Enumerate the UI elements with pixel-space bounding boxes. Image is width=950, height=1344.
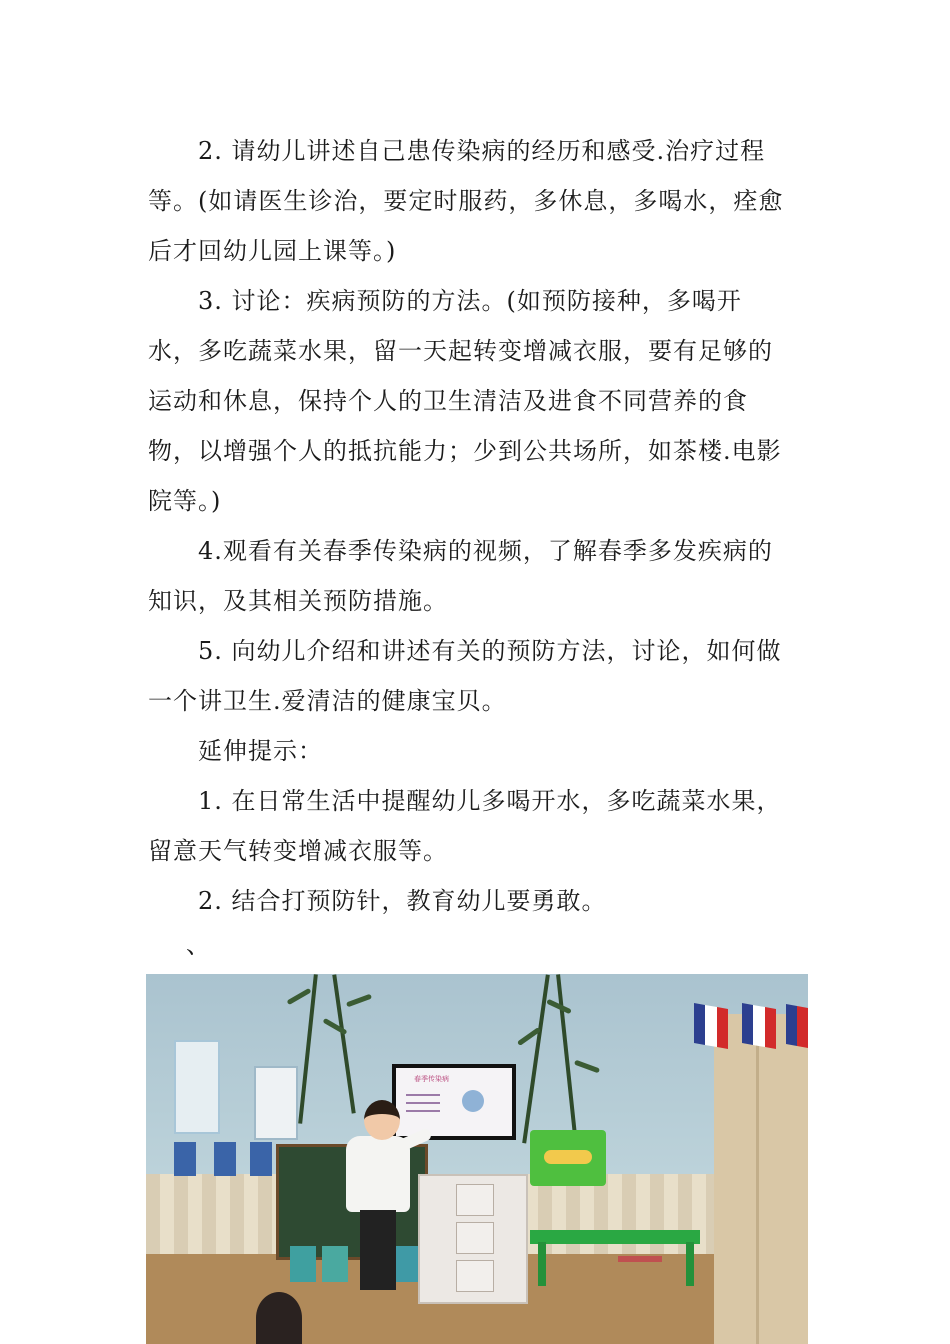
- text-line: 2. 请幼儿讲述自己患传染病的经历和感受.治疗过程: [198, 137, 766, 165]
- text-line: 运动和休息，保持个人的卫生清洁及进食不同营养的食: [148, 387, 748, 415]
- tv-screen: [396, 1068, 512, 1136]
- wall-notice: [254, 1066, 298, 1140]
- text-line: 一个讲卫生.爱清洁的健康宝贝。: [148, 687, 507, 715]
- tv-text-line: [406, 1110, 440, 1112]
- classroom-photo: [146, 974, 808, 1344]
- tv-text-line: [406, 1102, 440, 1104]
- storage-bin: [290, 1246, 316, 1282]
- wall-pocket: [250, 1142, 272, 1176]
- wall-pocket: [174, 1142, 196, 1176]
- child-head: [256, 1292, 302, 1344]
- paragraph-2: [148, 126, 808, 276]
- tv-text-line: [406, 1094, 440, 1096]
- text-line: 留意天气转变增减衣服等。: [148, 837, 448, 865]
- table-leg: [538, 1242, 546, 1286]
- flag: [742, 1003, 776, 1049]
- cabinet-drawer: [456, 1222, 494, 1254]
- tv-picture: [462, 1090, 484, 1112]
- stray-mark: 、: [186, 931, 210, 959]
- extension-item-1: [148, 776, 808, 876]
- text-line: 院等。): [148, 487, 222, 515]
- stool: [618, 1256, 662, 1262]
- text-line: 物，以增强个人的抵抗能力；少到公共场所，如茶楼.电影: [148, 437, 782, 465]
- teacher-head: [364, 1100, 400, 1140]
- text-line: 水，多吃蔬菜水果，留一天起转变增减衣服，要有足够的: [148, 337, 773, 365]
- text-line: 1. 在日常生活中提醒幼儿多喝开水，多吃蔬菜水果，: [198, 787, 782, 815]
- table-leg: [686, 1242, 694, 1286]
- curtain: [714, 1014, 808, 1344]
- wall-pocket: [214, 1142, 236, 1176]
- cabinet-drawer: [456, 1184, 494, 1216]
- flag: [694, 1003, 728, 1049]
- text-line: 3. 讨论：疾病预防的方法。(如预防接种，多喝开: [198, 287, 742, 315]
- extension-heading: [148, 726, 808, 776]
- area-sign-label: [544, 1150, 592, 1164]
- wall-poster: [174, 1040, 220, 1134]
- text-line: 5. 向幼儿介绍和讲述有关的预防方法，讨论，如何做: [198, 637, 782, 665]
- flag: [786, 1004, 808, 1048]
- teacher-legs: [360, 1210, 396, 1290]
- text-line: 知识，及其相关预防措施。: [148, 587, 448, 615]
- storage-bin: [322, 1246, 348, 1282]
- paragraph-4: [148, 526, 808, 626]
- extension-item-2: [148, 876, 808, 926]
- area-sign: [530, 1130, 606, 1186]
- cabinet-drawer: [456, 1260, 494, 1292]
- television: [392, 1064, 516, 1140]
- text-line: 等。(如请医生诊治，要定时服药，多休息，多喝水，痊愈: [148, 187, 784, 215]
- paragraph-3: [148, 276, 808, 526]
- text-line: 4.观看有关春季传染病的视频，了解春季多发疾病的: [198, 537, 773, 565]
- paragraph-5: [148, 626, 808, 726]
- text-line: 延伸提示：: [198, 737, 323, 765]
- tv-title: 春季传染病: [414, 1075, 449, 1083]
- text-line: 后才回幼儿园上课等。): [148, 237, 397, 265]
- text-line: 2. 结合打预防针，教育幼儿要勇敢。: [198, 887, 607, 915]
- green-table: [530, 1230, 700, 1244]
- teacher-body: [346, 1136, 410, 1212]
- curtain-fold: [756, 1014, 759, 1344]
- cabinet: [418, 1174, 528, 1304]
